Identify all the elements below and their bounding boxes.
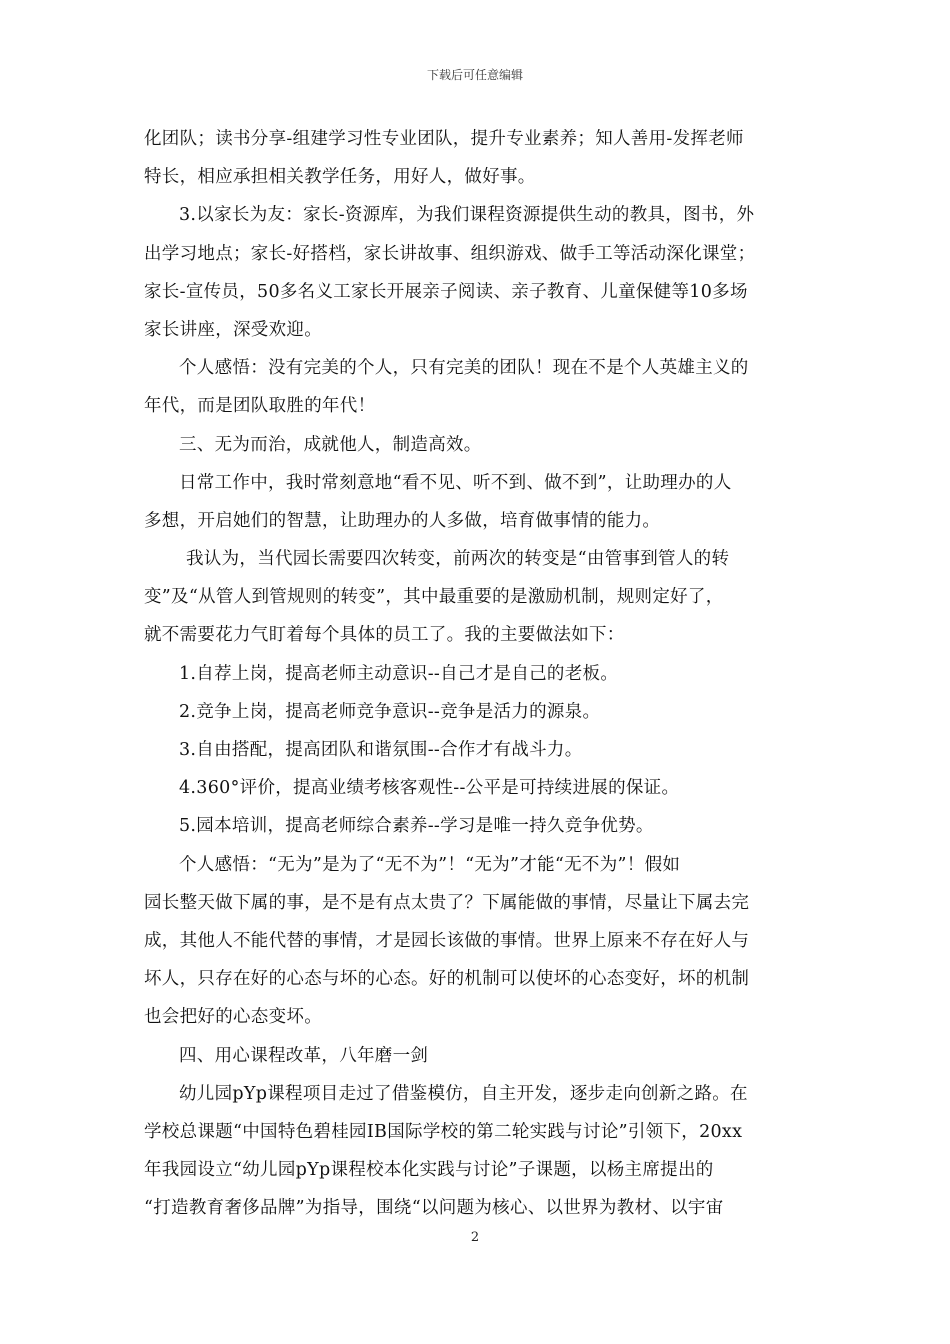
text-line: 2.竞争上岗，提高老师竞争意识--竞争是活力的源泉。 (179, 701, 601, 722)
page-header: 下载后可任意编辑 (426, 68, 523, 82)
text-line: 就不需要花力气盯着每个具体的员工了。我的主要做法如下： (144, 625, 625, 646)
text-line: 个人感悟：没有完美的个人，只有完美的团队！现在不是个人英雄主义的 (179, 358, 749, 379)
text-line: 四、用心课程改革，八年磨一剑 (179, 1045, 429, 1066)
text-line: 日常工作中，我时常刻意地“看不见、听不到、做不到”，让助理办的人 (179, 472, 732, 493)
text-line: 三、无为而治，成就他人，制造高效。 (179, 434, 482, 455)
text-line: 特长，相应承担相关教学任务，用好人，做好事。 (144, 167, 536, 188)
document-body (144, 120, 810, 1227)
text-line: 1.自荐上岗，提高老师主动意识--自己才是自己的老板。 (179, 663, 619, 684)
text-line: 幼儿园pYp课程项目走过了借鉴模仿，自主开发，逐步走向创新之路。在 (179, 1083, 748, 1104)
text-line: 化团队；读书分享-组建学习性专业团队，提升专业素养；知人善用-发挥老师 (144, 129, 744, 149)
page-number: 2 (470, 1230, 480, 1245)
text-line: 3.以家长为友：家长-资源库，为我们课程资源提供生动的教具，图书，外 (179, 205, 755, 226)
text-line: 3.自由搭配，提高团队和谐氛围--合作才有战斗力。 (179, 740, 583, 760)
text-line: 4.360°评价，提高业绩考核客观性--公平是可持续进展的保证。 (179, 778, 680, 799)
text-line: 家长讲座，深受欢迎。 (144, 319, 322, 340)
text-line: 也会把好的心态变坏。 (144, 1007, 322, 1028)
text-line: 个人感悟：“无为”是为了“无不为”！“无为”才能“无不为”！假如 (179, 854, 681, 875)
text-line: 出学习地点；家长-好搭档，家长讲故事、组织游戏、做手工等活动深化课堂； (144, 243, 756, 264)
text-line: 年代，而是团队取胜的年代！ (144, 396, 376, 417)
text-line: 学校总课题“中国特色碧桂园IB国际学校的第二轮实践与讨论”引领下，20xx (144, 1121, 743, 1142)
text-line: 5.园本培训，提高老师综合素养--学习是唯一持久竞争优势。 (179, 816, 654, 837)
text-line: 我认为，当代园长需要四次转变，前两次的转变是“由管事到管人的转 (186, 549, 730, 570)
text-line: 成，其他人不能代替的事情，才是园长该做的事情。世界上原来不存在好人与 (144, 930, 750, 951)
text-line: 年我园设立“幼儿园pYp课程校本化实践与讨论”子课题，以杨主席提出的 (144, 1160, 714, 1181)
text-line: 园长整天做下属的事，是不是有点太贵了？下属能做的事情，尽量让下属去完 (144, 892, 750, 913)
text-line: 坏人，只存在好的心态与坏的心态。好的机制可以使坏的心态变好，坏的机制 (144, 969, 750, 990)
text-line: 家长-宣传员，50多名义工家长开展亲子阅读、亲子教育、儿童保健等10多场 (144, 281, 748, 302)
text-line: “打造教育奢侈品牌”为指导，围绕“以问题为核心、以世界为教材、以宇宙 (144, 1198, 724, 1219)
text-line: 多想，开启她们的智慧，让助理办的人多做，培育做事情的能力。 (144, 510, 661, 531)
text-line: 变”及“从管人到管规则的转变”，其中最重要的是激励机制，规则定好了， (144, 587, 724, 608)
